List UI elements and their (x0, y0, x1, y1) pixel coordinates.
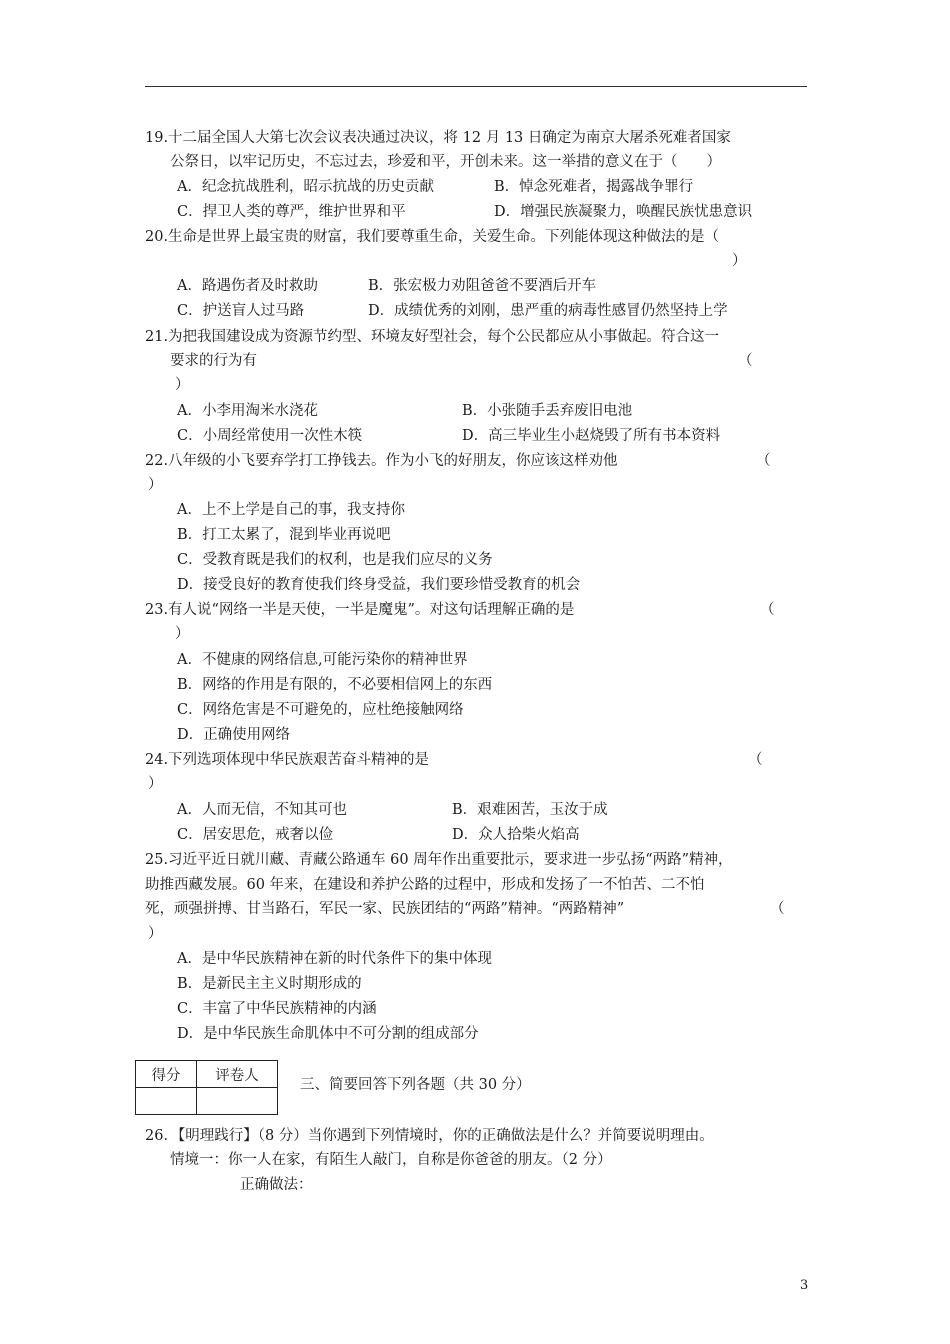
q24-option-a: A．人而无信，不知其可也 (177, 802, 347, 818)
q26-answer-label: 正确做法： (240, 1177, 313, 1193)
q25-option-c: C．丰富了中华民族精神的内涵 (177, 1001, 377, 1017)
score-cell (136, 1088, 197, 1115)
q21-option-d: D．高三毕业生小赵烧毁了所有书本资料 (462, 428, 721, 444)
q21-stem-line1: 21.为把我国建设成为资源节约型、环境友好型社会，每个公民都应从小事做起。符合这一 (145, 329, 720, 345)
grader-header: 评卷人 (197, 1061, 278, 1088)
page-number: 3 (800, 1278, 809, 1293)
q19-option-c: C．捍卫人类的尊严，维护世界和平 (177, 204, 406, 220)
q25-stem-line3: 死，顽强拼搏、甘当路石，军民一家、民族团结的“两路”精神。“两路精神” (145, 901, 625, 917)
q23-close-paren: ） (175, 626, 190, 642)
q21-close-paren: ） (175, 377, 190, 393)
q21-stem-line2: 要求的行为有 (170, 353, 257, 369)
q25-option-a: A．是中华民族精神在新的时代条件下的集中体现 (177, 951, 492, 967)
q26-scenario: 情境一：你一人在家，有陌生人敲门，自称是你爸爸的朋友。（2 分） (170, 1152, 612, 1168)
q22-option-d: D．接受良好的教育使我们终身受益，我们要珍惜受教育的机会 (177, 577, 581, 593)
q20-option-b: B．张宏极力劝阻爸爸不要酒后开车 (368, 278, 597, 294)
q24-open-paren: （ (748, 752, 763, 768)
q24-close-paren: ） (148, 776, 163, 792)
q19-option-b: B．悼念死难者，揭露战争罪行 (494, 179, 694, 195)
grader-cell (197, 1088, 278, 1115)
score-table (135, 1060, 278, 1115)
q24-option-c: C．居安思危，戒奢以俭 (177, 827, 334, 843)
q25-option-b: B．是新民主主义时期形成的 (177, 976, 362, 992)
q25-option-d: D．是中华民族生命肌体中不可分割的组成部分 (177, 1026, 479, 1042)
q25-stem-line1: 25.习近平近日就川藏、青藏公路通车 60 周年作出重要批示，要求进一步弘扬“两路”精神， (145, 852, 733, 868)
q24-option-d: D．众人拾柴火焰高 (452, 827, 580, 843)
q21-open-paren: （ (738, 353, 753, 369)
q25-close-paren: ） (148, 926, 163, 942)
header-rule (145, 86, 807, 87)
section-title: 三、简要回答下列各题（共 30 分） (300, 1077, 531, 1093)
q19-stem-line1: 19.十二届全国人大第七次会议表决通过决议，将 12 月 13 日确定为南京大屠杀死难者国家 (145, 130, 731, 146)
score-header: 得分 (136, 1061, 197, 1088)
q24-stem-line1: 24.下列选项体现中华民族艰苦奋斗精神的是 (145, 752, 430, 768)
q22-open-paren: （ (756, 453, 771, 469)
q23-stem-line1: 23.有人说“网络一半是天使，一半是魔鬼”。对这句话理解正确的是 (145, 602, 575, 618)
q24-option-b: B．艰难困苦，玉汝于成 (452, 802, 608, 818)
q20-close-paren: ） (732, 253, 747, 269)
q20-stem-line1: 20.生命是世界上最宝贵的财富，我们要尊重生命，关爱生命。下列能体现这种做法的是（ (145, 229, 720, 245)
q20-option-d: D．成绩优秀的刘刚，患严重的病毒性感冒仍然坚持上学 (368, 303, 728, 319)
q23-option-b: B．网络的作用是有限的，不必要相信网上的东西 (177, 677, 493, 693)
q19-stem-line2: 公祭日，以牢记历史，不忘过去，珍爱和平，开创未来。这一举措的意义在于（ ） (170, 154, 721, 170)
q22-option-b: B．打工太累了，混到毕业再说吧 (177, 527, 391, 543)
q26-stem-line1: 26．【明理践行】（8 分）当你遇到下列情境时，你的正确做法是什么？并简要说明理由。 (145, 1128, 714, 1144)
q20-option-c: C．护送盲人过马路 (177, 303, 305, 319)
q20-option-a: A．路遇伤者及时救助 (177, 278, 318, 294)
q21-option-c: C．小周经常使用一次性木筷 (177, 428, 363, 444)
q23-option-c: C．网络危害是不可避免的，应杜绝接触网络 (177, 702, 464, 718)
q25-open-paren: （ (770, 901, 785, 917)
q25-stem-line2: 助推西藏发展。60 年来，在建设和养护公路的过程中，形成和发扬了一不怕苦、二不怕 (145, 877, 705, 893)
q21-option-b: B．小张随手丢弃废旧电池 (462, 403, 633, 419)
q23-option-a: A．不健康的网络信息,可能污染你的精神世界 (177, 652, 468, 668)
q19-option-a: A．纪念抗战胜利，昭示抗战的历史贡献 (177, 179, 434, 195)
q22-option-a: A．上不上学是自己的事，我支持你 (177, 502, 405, 518)
q21-option-a: A．小李用淘米水浇花 (177, 403, 318, 419)
q22-close-paren: ） (148, 477, 163, 493)
q23-open-paren: （ (760, 602, 775, 618)
q22-option-c: C．受教育既是我们的权利，也是我们应尽的义务 (177, 552, 493, 568)
q19-option-d: D．增强民族凝聚力，唤醒民族忧患意识 (494, 204, 753, 220)
q22-stem-line1: 22.八年级的小飞要弃学打工挣钱去。作为小飞的好朋友，你应该这样劝他 (145, 453, 618, 469)
q23-option-d: D．正确使用网络 (177, 727, 291, 743)
